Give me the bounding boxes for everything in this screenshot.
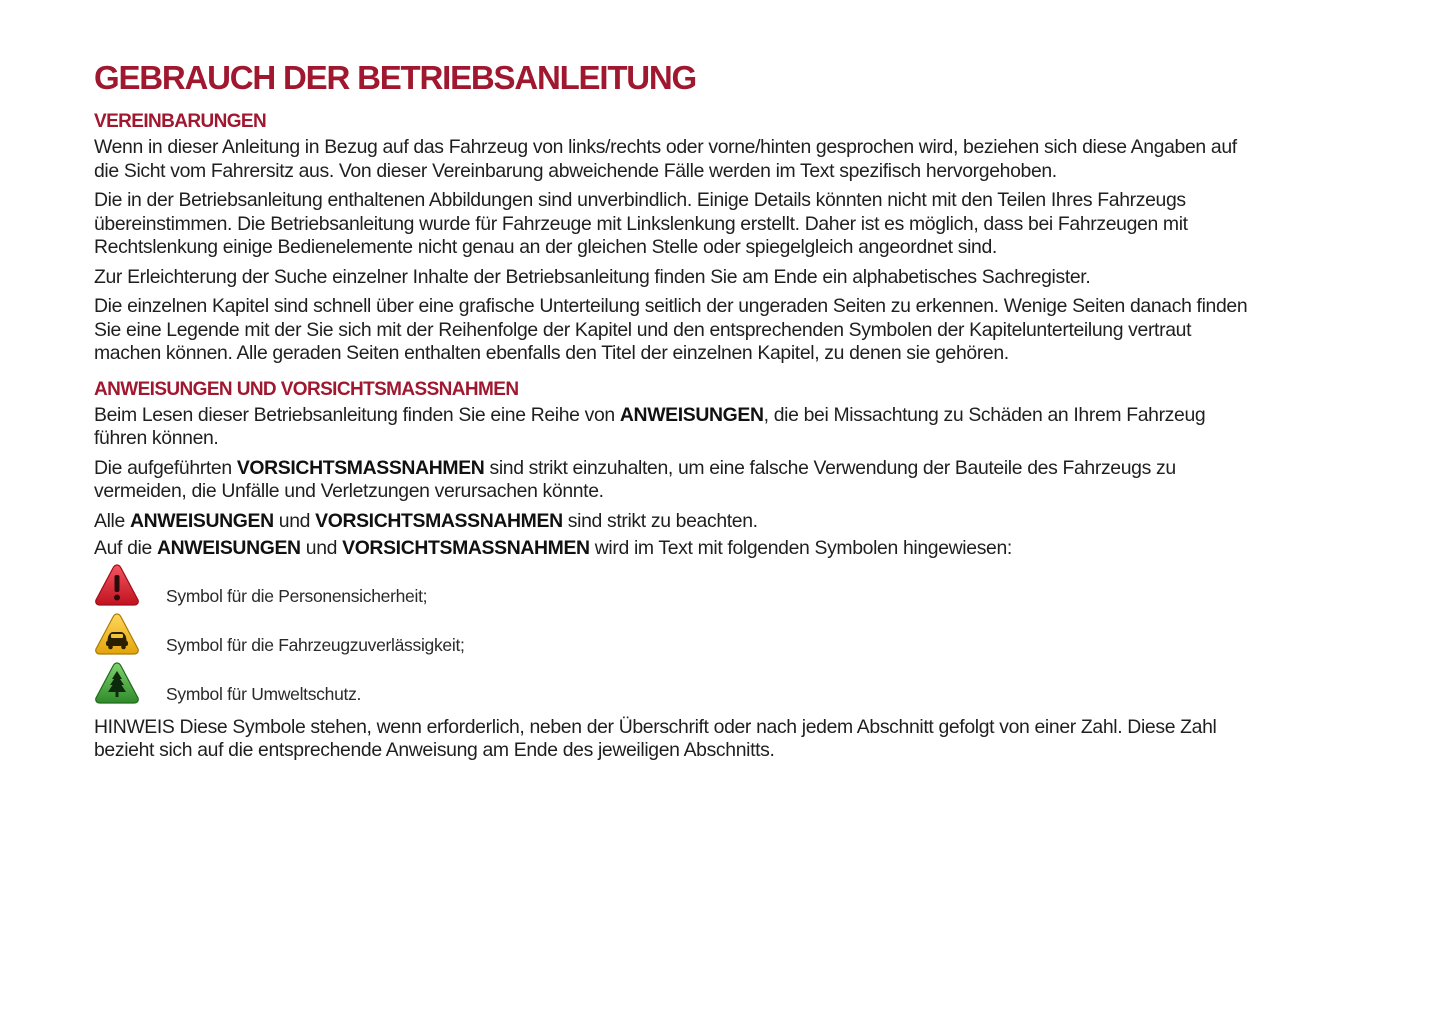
text-run: , die bei Missachtung zu Schäden an Ihrem Fahrzeug führen können. [94, 403, 1206, 449]
symbol-row [94, 561, 1254, 610]
paragraph: Die in der Betriebsanleitung enthaltenen Abbildungen sind unverbindlich. Einige Details könnten nicht mit den Teilen Ihres Fahrzeugs übereinstimmen. Die Betriebsanleitung wurde für Fahrzeuge mit Linkslenkung erstellt. Daher ist es möglich, dass bei Fahrzeugen mit Rechtslenkung einige Bedienelemente nicht genau an der gleichen Stelle oder spiegelgleich angeordnet sind. [94, 189, 1188, 258]
warning-exclamation-icon [94, 562, 142, 608]
paragraph [94, 404, 1254, 451]
symbol-label: Symbol für die Fahrzeugzuverlässigkeit; [166, 634, 465, 655]
section-heading-vereinbarungen: VEREINBARUNGEN [94, 111, 267, 132]
paragraph: Die einzelnen Kapitel sind schnell über eine grafische Unterteilung seitlich der ungeraden Seiten zu erkennen. Wenige Seiten danach finden Sie eine Legende mit der Sie sich mit der Reihenfolge der Kapitel und den entsprechenden Symbolen der Kapitelunterteilung vertraut machen können. Alle geraden Seiten enthalten ebenfalls den Titel der einzelnen Kapitel, zu denen sie gehören. [94, 295, 1248, 364]
text-run: sind strikt einzuhalten, um eine falsche Verwendung der Bauteile des Fahrzeugs zu vermeiden, die Unfälle und Verletzungen verursachen könnte. [94, 456, 1176, 502]
text-run: Die aufgeführten [94, 456, 237, 479]
bold-term: VORSICHTSMASSNAHMEN [342, 537, 590, 559]
bold-term: ANWEISUNGEN [619, 403, 764, 426]
symbol-row [94, 659, 1254, 708]
paragraph [94, 510, 1254, 534]
tree-environment-icon [94, 660, 142, 706]
section-heading-anweisungen: ANWEISUNGEN UND VORSICHTSMASSNAHMEN [94, 378, 519, 400]
bold-term: ANWEISUNGEN [129, 509, 274, 532]
note-paragraph: HINWEIS Diese Symbole stehen, wenn erforderlich, neben der Überschrift oder nach jedem Abschnitt gefolgt von einer Zahl. Diese Zahl bezieht sich auf die entsprechende Anweisung am Ende des jeweiligen Abschnitts. [94, 715, 1217, 761]
bold-term: VORSICHTSMASSNAHMEN [236, 456, 485, 479]
symbol-row [94, 610, 1254, 659]
symbol-label: Symbol für Umweltschutz. [166, 683, 362, 704]
manual-page [94, 58, 1254, 763]
paragraph: Zur Erleichterung der Suche einzelner Inhalte der Betriebsanleitung finden Sie am Ende ein alphabetisches Sachregister. [94, 265, 1091, 288]
page-title: GEBRAUCH DER BETRIEBSANLEITUNG [94, 59, 697, 96]
text-run: sind strikt zu beachten. [562, 509, 758, 532]
bold-term: VORSICHTSMASSNAHMEN [315, 509, 563, 532]
paragraph: Wenn in dieser Anleitung in Bezug auf das Fahrzeug von links/rechts oder vorne/hinten gesprochen wird, beziehen sich diese Angaben auf die Sicht vom Fahrersitz aus. Von dieser Vereinbarung abweichende Fälle werden im Text spezifisch hervorgehoben. [94, 136, 1237, 182]
paragraph [94, 457, 1254, 504]
paragraph [94, 537, 1254, 561]
text-run: und [300, 537, 343, 559]
car-warning-icon [94, 611, 142, 657]
text-run: wird im Text mit folgenden Symbolen hingewiesen: [589, 537, 1012, 559]
text-run: Beim Lesen dieser Betriebsanleitung finden Sie eine Reihe von [94, 403, 620, 426]
symbol-list [94, 561, 1254, 708]
bold-term: ANWEISUNGEN [156, 537, 301, 559]
text-run: und [273, 509, 316, 532]
symbol-label: Symbol für die Personensicherheit; [166, 585, 428, 606]
text-run: Auf die [94, 537, 157, 559]
text-run: Alle [94, 509, 130, 532]
